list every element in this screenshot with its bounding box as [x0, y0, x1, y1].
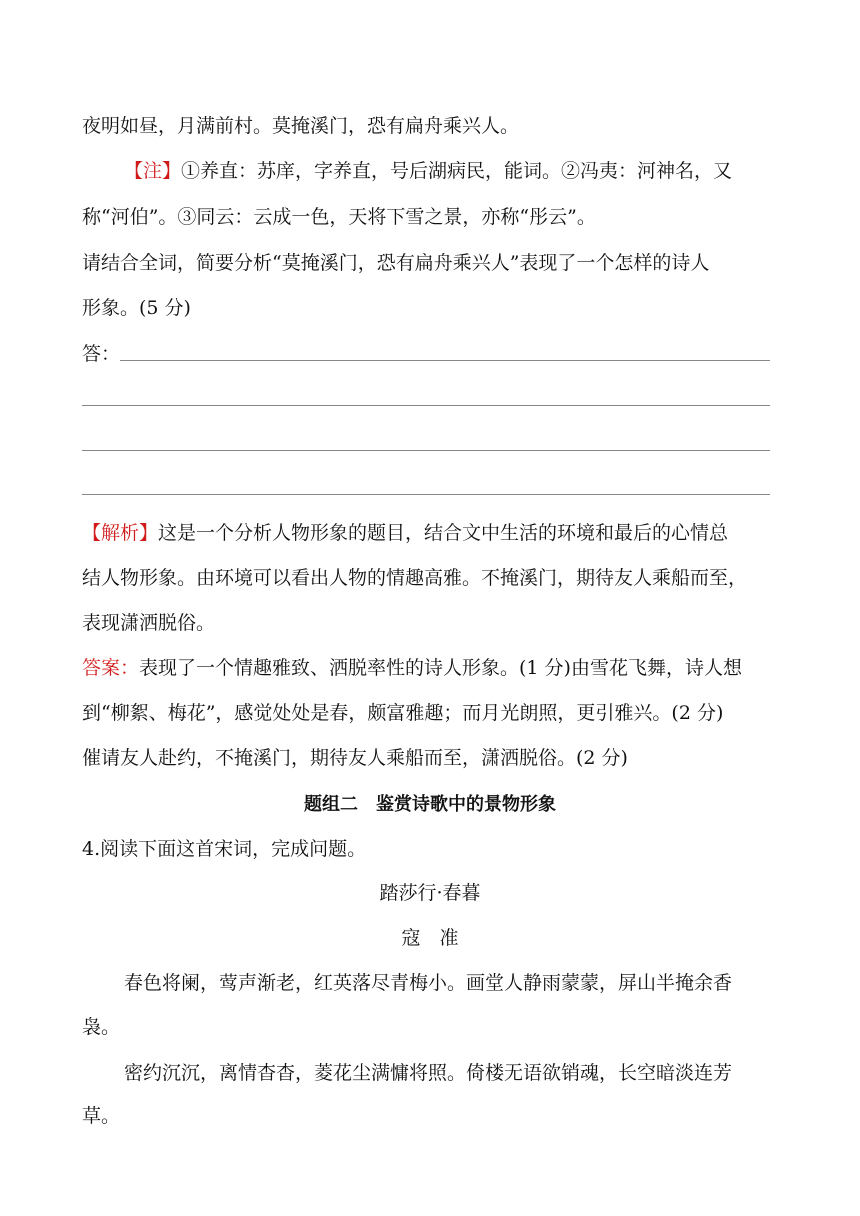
key-label: 答案：: [82, 657, 140, 679]
poem-stanza-2: 密约沉沉，离情杳杳，菱花尘满慵将照。倚楼无语欲销魂，长空暗淡连芳: [124, 1062, 733, 1084]
question-line-1: 请结合全词，简要分析“莫掩溪门，恐有扁舟乘兴人”表现了一个怎样的诗人: [82, 252, 710, 274]
note-text-1: ①养直：苏庠，字养直，号后湖病民，能词。②冯夷：河神名，又: [181, 160, 733, 182]
note-label: 【注】: [124, 160, 182, 182]
analysis-line-1: [82, 519, 778, 547]
key-text-1: 表现了一个情趣雅致、洒脱率性的诗人形象。(1 分)由雪花飞舞，诗人想: [139, 657, 742, 679]
answer-blank-line[interactable]: [82, 405, 770, 406]
poem-stanza-1: 春色将阑，莺声渐老，红英落尽青梅小。画堂人静雨蒙蒙，屏山半掩余香: [124, 972, 733, 994]
analysis-label: 【解析】: [82, 522, 159, 544]
answer-blank-line[interactable]: [82, 450, 770, 451]
analysis-text-1: 这是一个分析人物形象的题目，结合文中生活的环境和最后的心情总: [158, 522, 729, 544]
key-line-2: 到“柳絮、梅花”，感觉处处是春，颇富雅趣；而月光朗照，更引雅兴。(2 分): [82, 702, 724, 724]
note-line-1: [124, 157, 778, 185]
poem-stanza-1-end: 袅。: [82, 1016, 121, 1038]
analysis-line-3: 表现潇洒脱俗。: [82, 612, 216, 634]
section-title: 题组二 鉴赏诗歌中的景物形象: [304, 794, 556, 815]
question-4: 4.阅读下面这首宋词，完成问题。: [82, 838, 367, 860]
analysis-line-2: 结人物形象。由环境可以看出人物的情趣高雅。不掩溪门，期待友人乘船而至，: [82, 567, 748, 589]
answer-label: 答：: [82, 343, 121, 365]
poem-author: 寇 准: [401, 927, 459, 949]
answer-blank-line[interactable]: [82, 494, 770, 495]
poem-stanza-2-end: 草。: [82, 1105, 121, 1127]
question-line-2: 形象。(5 分): [82, 297, 191, 319]
poem-text-line: 夜明如昼，月满前村。莫掩溪门，恐有扁舟乘兴人。: [82, 115, 520, 137]
note-line-2: 称“河伯”。③同云：云成一色，天将下雪之景，亦称“彤云”。: [82, 206, 596, 228]
poem-title: 踏莎行·春暮: [379, 882, 481, 904]
key-line-3: 催请友人赴约，不掩溪门，期待友人乘船而至，潇洒脱俗。(2 分): [82, 747, 628, 769]
answer-blank-line[interactable]: [120, 360, 770, 361]
key-line-1: [82, 654, 778, 682]
